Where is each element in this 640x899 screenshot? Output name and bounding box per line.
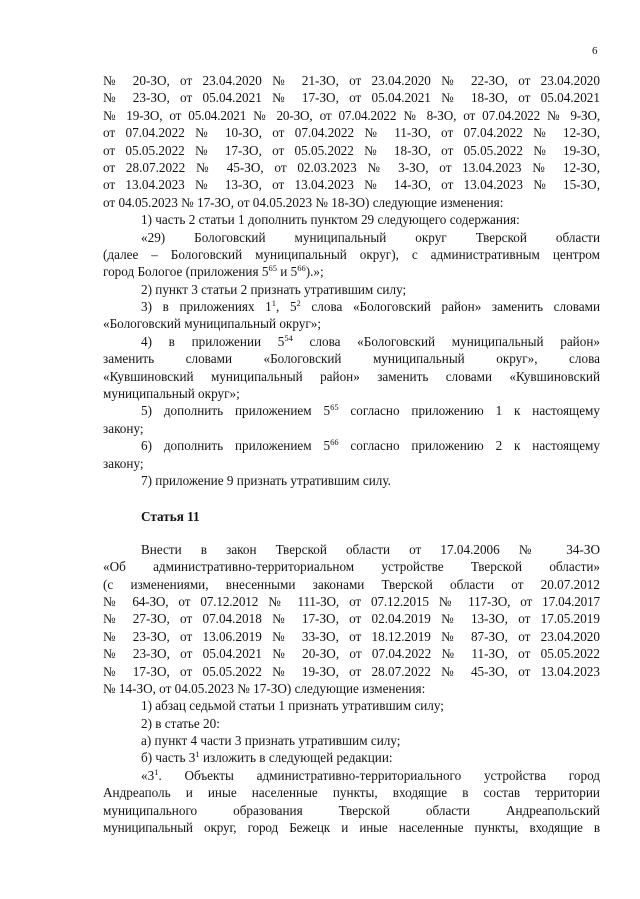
text-line: № 27-ЗО, от 07.04.2018 № 17-ЗО, от 02.04.2019 № 13-ЗО, от 17.05.2019 xyxy=(103,611,600,627)
list-item: 7) приложение 9 признать утратившим силу. xyxy=(141,472,391,488)
text-line: заменить словами «Бологовский муниципальный округ», слова xyxy=(103,351,600,367)
text-line: Внести в закон Тверской области от 17.04.2006 № 34-ЗО xyxy=(141,541,600,557)
text-line: от 07.04.2022 № 10-ЗО, от 07.04.2022 № 11-ЗО, от 07.04.2022 № 12-ЗО, xyxy=(103,125,600,141)
list-item: 5) дополнить приложением $5^{65}$ согласно приложению 1 к настоящему xyxy=(141,402,600,419)
text-line: от 04.05.2023 № 17-ЗО, от 04.05.2023 № 18-ЗО) следующие изменения: xyxy=(103,194,504,210)
list-item: 1) часть 2 статьи 1 дополнить пунктом 29 следующего содержания: xyxy=(141,212,520,228)
quote-line: (далее – Бологовский муниципальный округ), с административным центром xyxy=(103,246,600,262)
text-line: № 20-ЗО, от 23.04.2020 № 21-ЗО, от 23.04.2020 № 22-ЗО, от 23.04.2020 xyxy=(103,73,600,88)
article-heading: Статья 11 xyxy=(141,509,200,525)
text-line: № 64-ЗО, от 07.12.2012 № 111-ЗО, от 07.12.2015 № 117-ЗО, от 17.04.2017 xyxy=(103,593,600,609)
text-line: № 23-ЗО, от 05.04.2021 № 20-ЗО, от 07.04.2022 № 11-ЗО, от 05.05.2022 xyxy=(103,646,600,662)
quote-line: Андреаполь и иные населенные пункты, входящие в состав территории xyxy=(103,785,600,801)
quote-line: «$3^1$. Объекты административно-территориального устройства город xyxy=(141,766,600,783)
text-line: «Бологовский муниципальный округ»; xyxy=(103,316,321,332)
list-item: 6) дополнить приложением $5^{66}$ согласно приложению 2 к настоящему xyxy=(141,437,600,454)
list-item: а) пункт 4 части 3 признать утратившим силу; xyxy=(141,733,401,749)
text-line: от 13.04.2023 № 13-ЗО, от 13.04.2023 № 14-ЗО, от 13.04.2023 № 15-ЗО, xyxy=(103,177,600,193)
text-line: от 05.05.2022 № 17-ЗО, от 05.05.2022 № 18-ЗО, от 05.05.2022 № 19-ЗО, xyxy=(103,142,600,158)
list-item: б) часть $3^1$ изложить в следующей редакции: xyxy=(141,749,393,766)
list-item: 1) абзац седьмой статьи 1 признать утратившим силу; xyxy=(141,698,444,714)
text-line: № 23-ЗО, от 05.04.2021 № 17-ЗО, от 05.04.2021 № 18-ЗО, от 05.04.2021 xyxy=(103,90,600,106)
text-line: № 17-ЗО, от 05.05.2022 № 19-ЗО, от 28.07.2022 № 45-ЗО, от 13.04.2023 xyxy=(103,663,600,679)
text-line: закону; xyxy=(103,455,144,471)
text-line: (с изменениями, внесенными законами Тверской области от 20.07.2012 xyxy=(103,576,600,592)
quote-line: «29) Бологовский муниципальный округ Тверской области xyxy=(141,229,600,245)
quote-line: муниципального образования Тверской области Андреапольский xyxy=(103,802,600,818)
text-line: от 28.07.2022 № 45-ЗО, от 02.03.2023 № 3-ЗО, от 13.04.2023 № 12-ЗО, xyxy=(103,159,600,175)
list-item: 4) в приложении $5^{54}$ слова «Бологовский муниципальный район» xyxy=(141,332,600,349)
quote-line: город Бологое (приложения $5^{65}$ и $5^{66}$).»; xyxy=(103,263,324,280)
text-line: «Об административно-территориальном устройстве Тверской области» xyxy=(103,559,600,575)
text-line: «Кувшиновский муниципальный район» заменить словами «Кувшиновский xyxy=(103,368,600,384)
list-item: 2) в статье 20: xyxy=(141,715,220,731)
text-line: закону; xyxy=(103,420,144,436)
text-line: № 23-ЗО, от 13.06.2019 № 33-ЗО, от 18.12.2019 № 87-ЗО, от 23.04.2020 xyxy=(103,628,600,644)
quote-line: муниципальный округ, город Бежецк и иные населенные пункты, входящие в xyxy=(103,820,600,836)
text-line: № 19-ЗО, от 05.04.2021 № 20-ЗО, от 07.04.2022 № 8-ЗО, от 07.04.2022 № 9-ЗО, xyxy=(103,107,600,123)
list-item: 2) пункт 3 статьи 2 признать утратившим силу; xyxy=(141,281,407,297)
page-number: 6 xyxy=(592,45,598,57)
document-body xyxy=(103,72,600,836)
text-line: № 14-ЗО, от 04.05.2023 № 17-ЗО) следующие изменения: xyxy=(103,680,426,696)
text-line: муниципальный округ»; xyxy=(103,386,240,402)
list-item: 3) в приложениях $1^1$, $5^2$ слова «Бологовский район» заменить словами xyxy=(141,298,600,315)
